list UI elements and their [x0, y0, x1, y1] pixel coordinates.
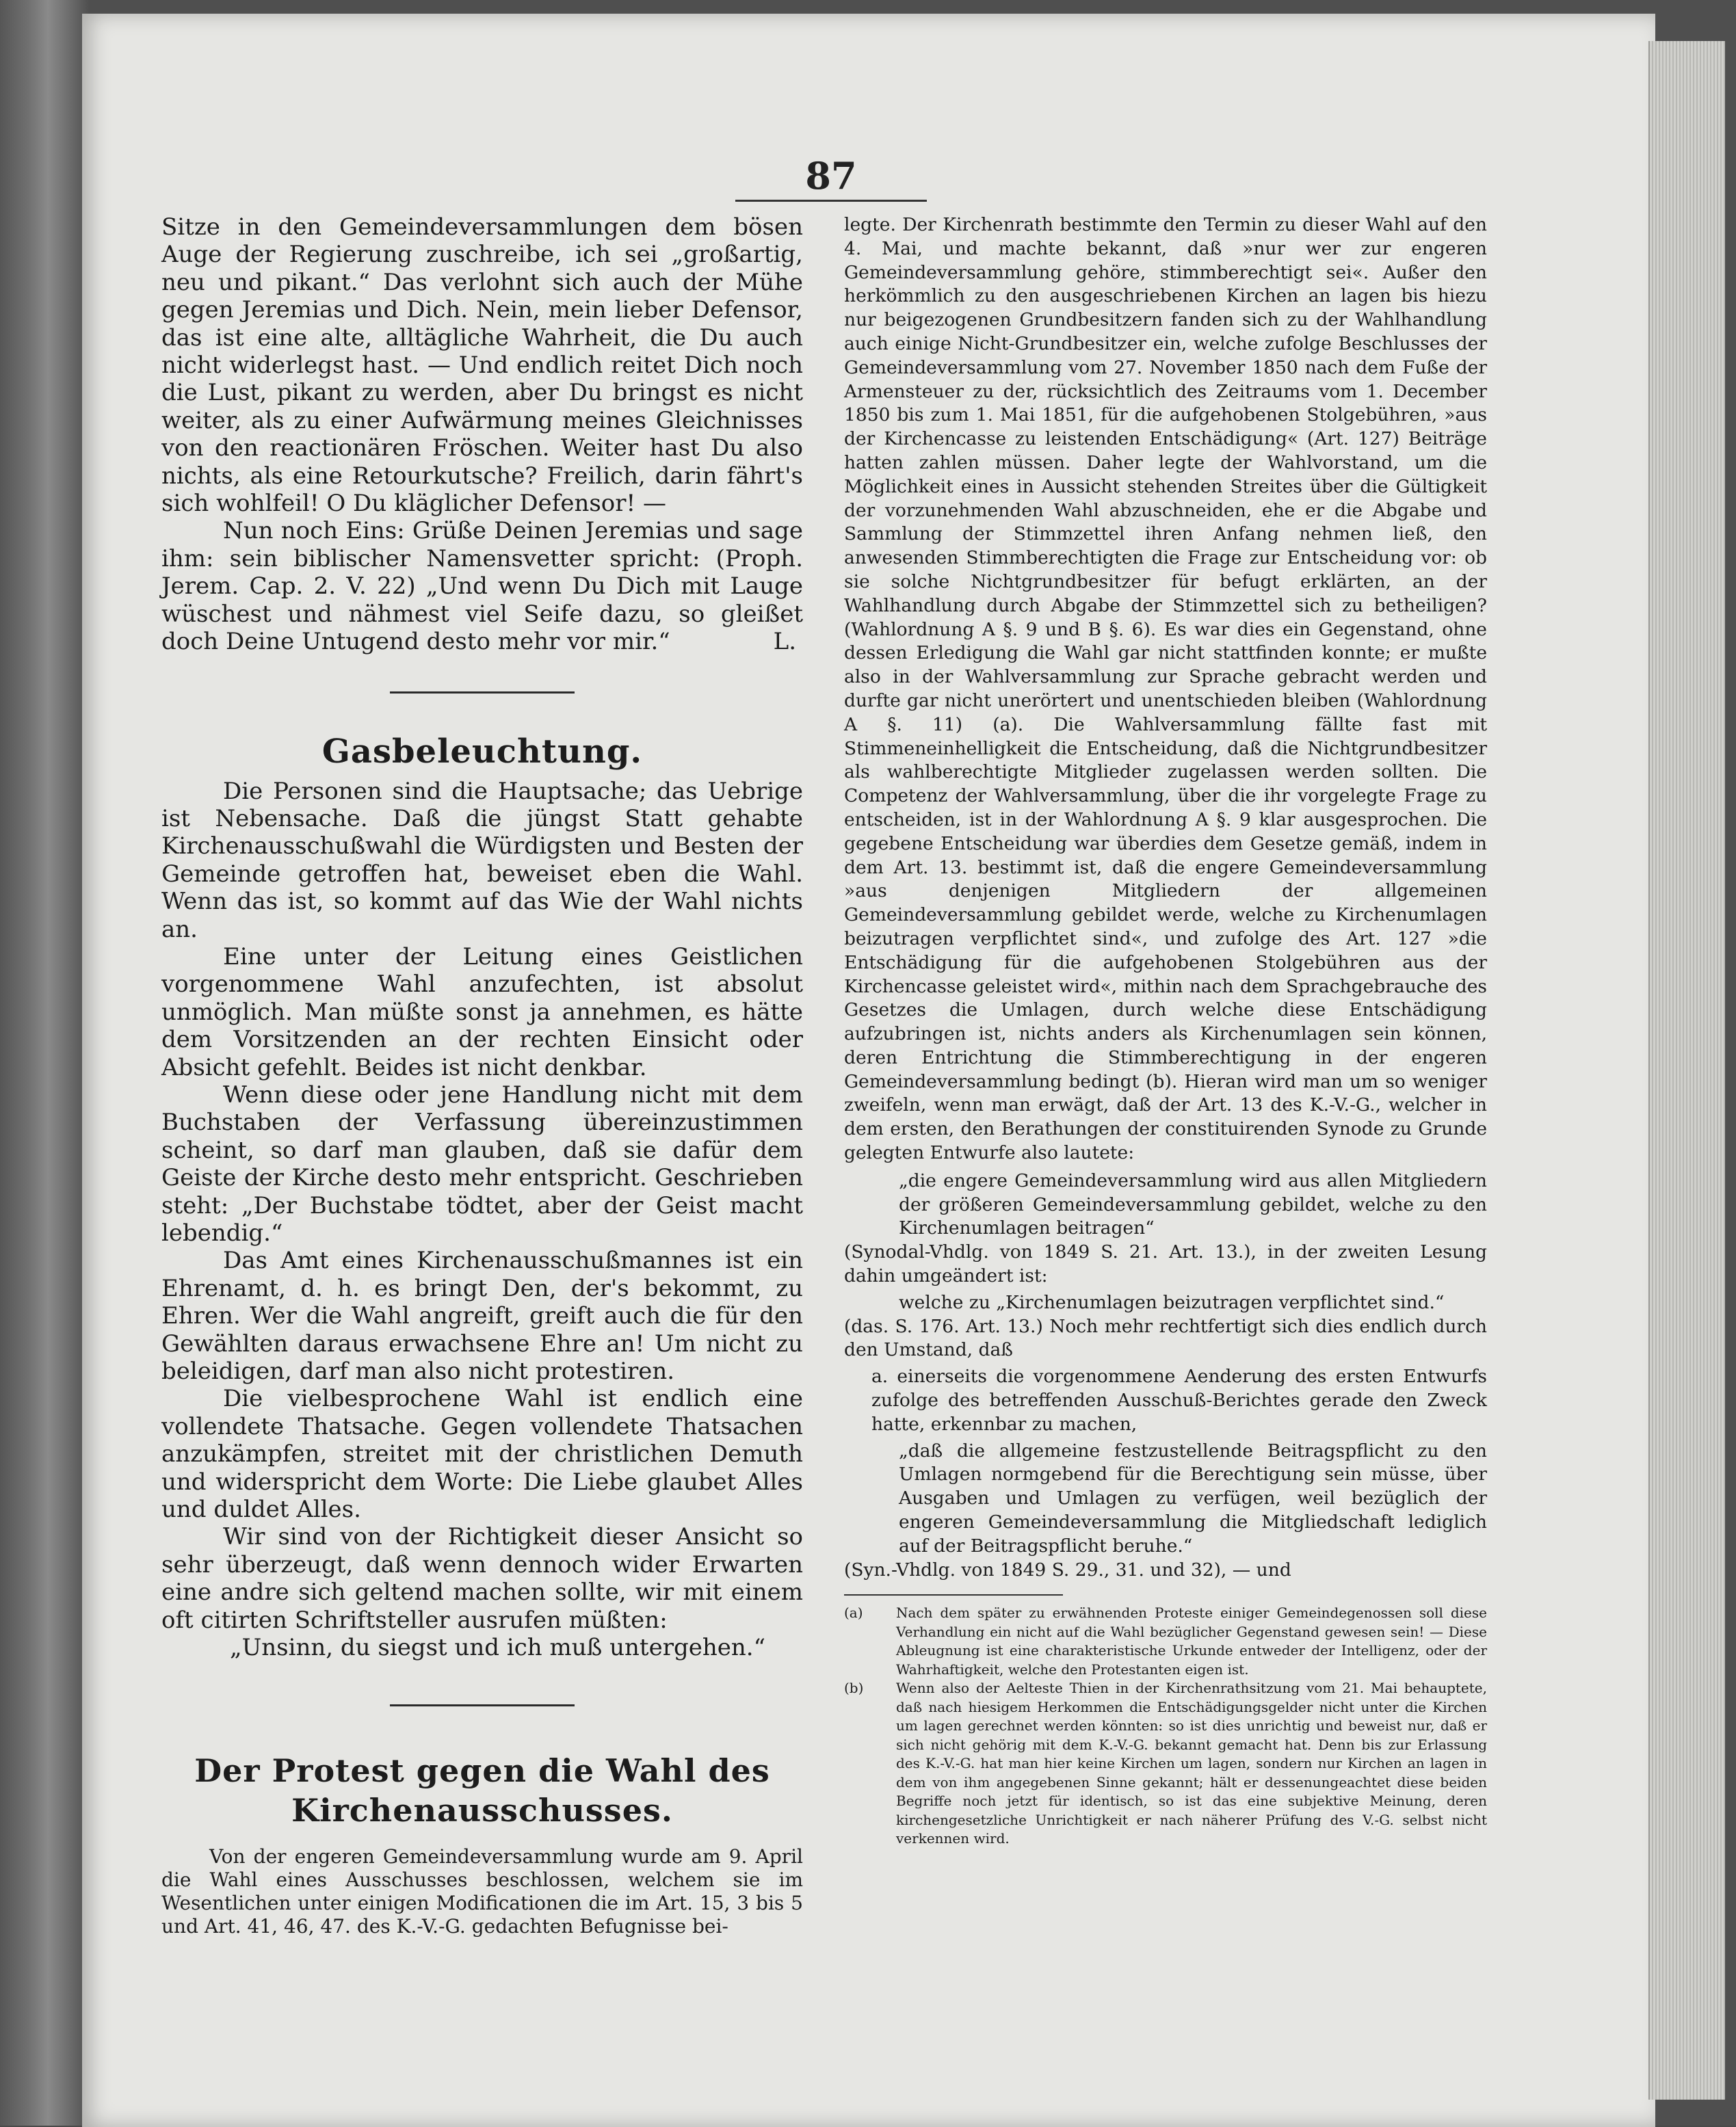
section1-paragraph-3: Wenn diese oder jene Handlung nicht mit dem Buchstaben der Verfassung übereinzustimmen scheint, so darf man glauben, daß sie dafür dem Geiste der Kirche desto mehr entspricht. Geschrieben steht: „Der Buchstabe tödtet, aber der Geist macht lebendig.“ — [161, 1081, 803, 1247]
right-quote-3: „daß die allgemeine festzustellende Beitragspflicht zu den Umlagen normgebend für die Berechtigung sein müsse, über Ausgaben und Umlagen zu verfügen, weil bezüglich der engeren Gemeindeversammlung die Mitgliedschaft lediglich auf der Beitragspflicht beruhe.“ — [899, 1440, 1487, 1557]
intro-paragraph-2 — [161, 517, 803, 655]
section1-paragraph-4: Das Amt eines Kirchenausschußmannes ist ein Ehrenamt, d. h. es bringt Den, der's bekommt, zu Ehren. Wer die Wahl angreift, greift auch die für den Gewählten daraus erwachsene Ehre an! Um nicht zu beleidigen, darf man also nicht protestiren. — [161, 1247, 803, 1386]
section-divider-1 — [161, 656, 803, 731]
right-after-quote-1: (Synodal-Vhdlg. von 1849 S. 21. Art. 13.), in der zweiten Lesung dahin umgeändert ist: — [844, 1241, 1487, 1287]
section1-paragraph-1: Die Personen sind die Hauptsache; das Uebrige ist Nebensache. Daß die jüngst Statt gehabte Kirchenausschußwahl die Würdigsten und Besten der Gemeinde getroffen hat, beweiset eben die Wahl. Wenn das ist, so kommt auf das Wie der Wahl nichts an. — [161, 777, 803, 943]
section1-paragraph-6: Wir sind von der Richtigkeit dieser Ansicht so sehr überzeugt, daß wenn dennoch wider Erwarten eine andre sich geltend machen sollte, wir mit einem oft citirten Schriftsteller ausrufen müßten: — [161, 1523, 803, 1634]
section-title-protest-line1: Der Protest gegen die Wahl des — [194, 1752, 770, 1789]
footnote-b — [844, 1679, 1487, 1849]
right-quote-1: „die engere Gemeindeversammlung wird aus allen Mitgliedern der größeren Gemeindeversammlung gebildet, welche zu den Kirchenumlagen beitragen“ — [899, 1170, 1487, 1239]
section-divider-2 — [161, 1662, 803, 1751]
footnote-a-text: Nach dem später zu erwähnenden Proteste einiger Gemeindegenossen soll diese Verhandlung ein nicht auf die Wahl bezüglicher Gegenstand gewesen sein! — Diese Ableugnung ist eine charakteristische Urkunde entweder der Intelligenz, oder der Wahrhaftigkeit, welche den Protestanten eigen ist. — [896, 1604, 1487, 1678]
right-main-paragraph: legte. Der Kirchenrath bestimmte den Termin zu dieser Wahl auf den 4. Mai, und machte bekannt, daß »nur wer zur engeren Gemeindeversammlung gehöre, stimmberechtigt sei«. Außer den herkömmlich zu den ausgeschriebenen Kirchen an lagen bis hiezu nur beigezogenen Grundbesitzern fanden sich zu der Wahlhandlung auch einige Nicht-Grundbesitzer ein, welche zufolge Beschlusses der Gemeindeversammlung vom 27. November 1850 nach dem Fuße der Armensteuer zu der, rücksichtlich des Zeitraums vom 1. December 1850 bis zum 1. Mai 1851, für die aufgehobenen Stolgebühren, »aus der Kirchencasse zu leistenden Entschädigung« (Art. 127) Beiträge hatten zahlen müssen. Daher legte der Wahlvorstand, um die Möglichkeit eines in Aussicht stehenden Streites über die Gültigkeit der vorzunehmenden Wahl abzuschneiden, ehe er die Abgabe und Sammlung der Stimmzettel ihren Anfang nehmen ließ, den anwesenden Stimmberechtigten die Frage zur Entscheidung vor: ob sie solche Nichtgrundbesitzer für befugt erklärten, an der Wahlhandlung durch Abgabe der Stimmzettel sich zu betheiligen? (Wahlordnung A §. 9 und B §. 6). Es war dies ein Gegenstand, ohne dessen Erledigung die Wahl gar nicht stattfinden konnte; er mußte also in der Wahlversammlung zur Sprache gebracht werden und durfte gar nicht unerörtert und unentschieden bleiben (Wahlordnung A §. 11) (a). Die Wahlversammlung fällte fast mit Stimmeneinhelligkeit die Entscheidung, daß die Nichtgrundbesitzer als wahlberechtigte Mitglieder zugelassen werden sollten. Die Competenz der Wahlversammlung, über die ihr vorgelegte Frage zu entscheiden, ist in der Wahlordnung A §. 9 klar ausgesprochen. Die gegebene Entscheidung war überdies dem Gesetze gemäß, indem in dem Art. 13. bestimmt ist, daß die engere Gemeindeversammlung »aus denjenigen Mitgliedern der allgemeinen Gemeindeversammlung gebildet werde, welche zu Kirchenumlagen beizutragen verpflichtet sind«, und zufolge des Art. 127 »die Entschädigung für die aufgehobenen Stolgebühren aus der Kirchencasse geleistet wird«, mithin nach dem Sprachgebrauche des Gesetzes die Umlagen, durch welche diese Entschädigung aufzubringen ist, nichts anders als Kirchenumlagen sein können, deren Entrichtung die Stimmberechtigung in der engeren Gemeindeversammlung bedingt (b). Hieran wird man um so weniger zweifeln, wenn man erwägt, daß der Art. 13 des K.-V.-G., welcher in dem ersten, den Berathungen der constituirenden Synode zu Grunde gelegten Entwurfe also lautete: — [844, 214, 1487, 1164]
intro-signature: L. — [773, 628, 796, 656]
footnote-rule — [844, 1594, 1063, 1596]
footnote-b-mark: (b) — [844, 1680, 864, 1697]
right-after-quote-3: (Syn.-Vhdlg. von 1849 S. 29., 31. und 32), — und — [844, 1559, 1291, 1581]
header-rule — [735, 200, 927, 202]
intro-paragraph-1: Sitze in den Gemeindeversammlungen dem bösen Auge der Regierung zuschreibe, ich sei „großartig, neu und pikant.“ Das verlohnt sich auch der Mühe gegen Jeremias und Dich. Nein, mein lieber Defensor, das ist eine alte, alltägliche Wahrheit, die Du auch nicht widerlegst hast. — Und endlich reitet Dich noch die Lust, pikant zu werden, aber Du bringst es nicht weiter, als zu einer Aufwärmung meines Gleichnisses von den reactionären Fröschen. Weiter hast Du also nichts, als eine Retourkutsche? Freilich, darin fährt's sich wohlfeil! O Du kläglicher Defensor! — — [161, 213, 803, 518]
left-column — [161, 213, 803, 1938]
right-quote-2: welche zu „Kirchenumlagen beizutragen verpflichtet sind.“ — [899, 1291, 1445, 1313]
right-item-a: a. einerseits die vorgenommene Aenderung des ersten Entwurfs zufolge des betreffenden Ausschuß-Berichtes gerade den Zweck hatte, erkennbar zu machen, — [871, 1366, 1487, 1435]
footnote-a-mark: (a) — [844, 1604, 863, 1622]
footnote-b-text: Wenn also der Aelteste Thien in der Kirchenrathsitzung vom 21. Mai behauptete, daß nach hiesigem Herkommen die Entschädigungsgelder nicht unter die Kirchen um lagen gerechnet werden könnten: so ist dies unrichtig und beweist nur, daß er sich nicht gehörig mit dem K.-V.-G. bekannt gemacht hat. Denn bis zur Erlassung des K.-V.-G. hat man hier keine Kirchen um lagen, sondern nur Kirchen an lagen in dem von ihm angegebenen Sinne gekannt; hält er dessenungeachtet diese beiden Begriffe noch jetzt für identisch, so ist das eine subjektive Meinung, deren kirchengesetzliche Unrichtigkeit er nach näherer Prüfung des V.-G. selbst nicht verkennen wird. — [896, 1680, 1487, 1847]
page-number: 87 — [805, 154, 857, 198]
page-edges — [1648, 41, 1725, 2100]
section1-quote: „Unsinn, du siegst und ich muß untergehen.“ — [230, 1634, 765, 1662]
section-title-gasbeleuchtung: Gasbeleuchtung. — [321, 732, 643, 771]
section1-paragraph-2: Eine unter der Leitung eines Geistlichen vorgenommene Wahl anzufechten, ist absolut unmöglich. Man müßte sonst ja annehmen, es hätte dem Vorsitzenden an der rechten Einsicht oder Absicht gefehlt. Beides ist nicht denkbar. — [161, 942, 803, 1081]
section-title-protest-line2: Kirchenausschusses. — [291, 1791, 673, 1829]
section1-paragraph-5: Die vielbesprochene Wahl ist endlich eine vollendete Thatsache. Gegen vollendete Thatsachen anzukämpfen, streitet mit der christlichen Demuth und widerspricht dem Worte: Die Liebe glaubet Alles und duldet Alles. — [161, 1385, 803, 1524]
intro-paragraph-2-text: Nun noch Eins: Grüße Deinen Jeremias und sage ihm: sein biblischer Namensvetter spricht: (Proph. Jerem. Cap. 2. V. 22) „Und wenn Du Dich mit Lauge wüschest und nähmest viel Seife dazu, so gleißet doch Deine Untugend desto mehr vor mir.“ — [161, 517, 803, 656]
section2-paragraph: Von der engeren Gemeindeversammlung wurde am 9. April die Wahl eines Ausschusses beschlossen, welchem sie im Wesentlichen unter einigen Modificationen die im Art. 15, 3 bis 5 und Art. 41, 46, 47. des K.-V.-G. gedachten Befugnisse bei- — [161, 1845, 803, 1938]
right-column — [844, 213, 1487, 1849]
right-after-quote-2: (das. S. 176. Art. 13.) Noch mehr rechtfertigt sich dies endlich durch den Umstand, daß — [844, 1315, 1487, 1361]
footnote-a — [844, 1604, 1487, 1679]
